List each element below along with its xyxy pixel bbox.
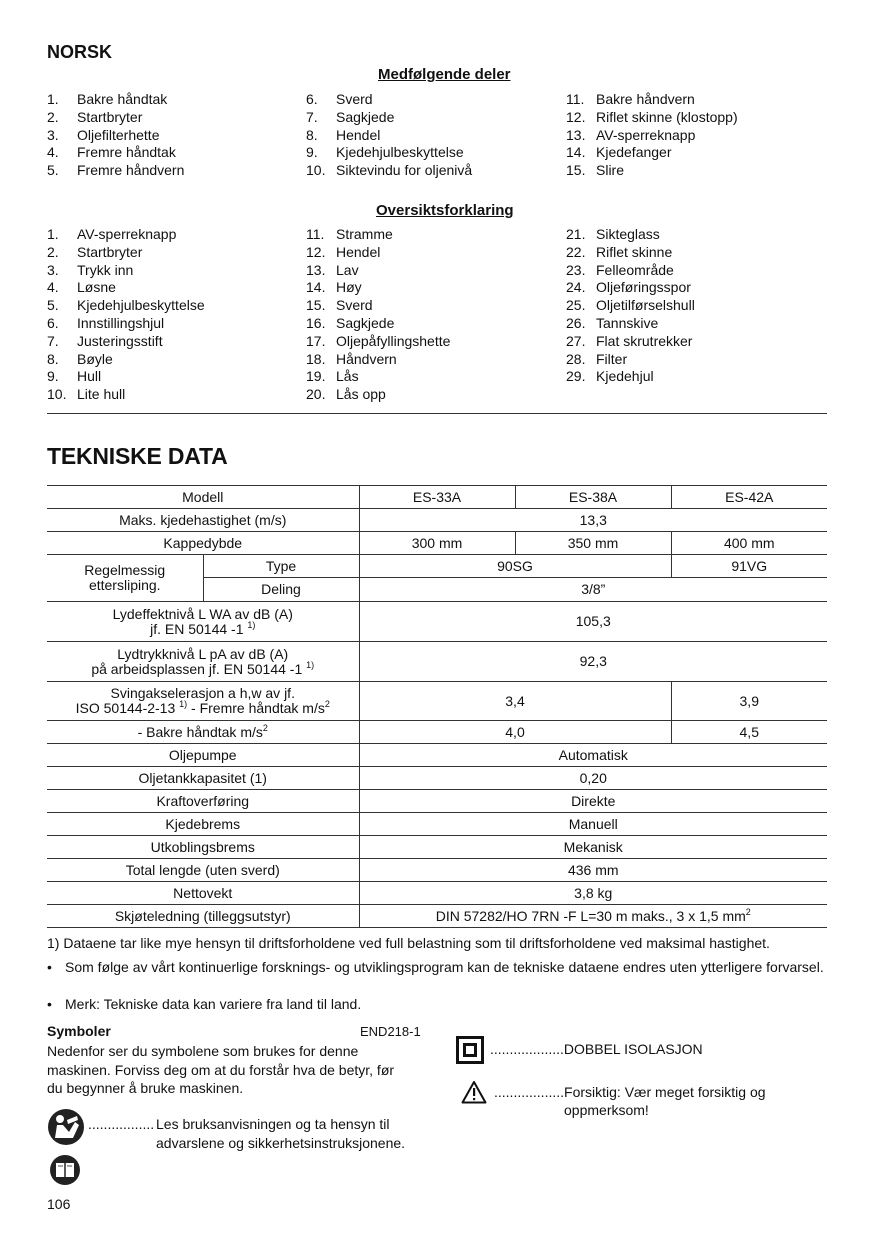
list-item-label: Oljeføringsspor <box>596 279 691 296</box>
list-item-label: Hull <box>77 368 102 385</box>
list-item-label: Felleområde <box>596 261 674 278</box>
list-item <box>566 244 695 262</box>
sound-pressure-value: 92,3 <box>359 642 827 682</box>
list-item-label: Hendel <box>336 243 381 260</box>
table-row <box>47 859 827 882</box>
vibration-label-standard: ISO 50144-2-13 <box>75 700 176 716</box>
list-item <box>47 244 205 262</box>
overview-column-1 <box>47 226 205 404</box>
list-item <box>306 351 450 369</box>
list-item-label: Slire <box>596 162 625 179</box>
list-item-number: 4. <box>47 279 59 296</box>
type-value-a: 90SG <box>359 555 671 578</box>
list-item-number: 8. <box>47 350 59 367</box>
table-row <box>47 813 827 836</box>
list-item-label: Lås opp <box>336 386 386 403</box>
list-item-label: Løsne <box>77 279 116 296</box>
list-item <box>566 91 738 109</box>
regrind-label-line2: ettersliping. <box>88 577 161 593</box>
spec-label: Kraftoverføring <box>47 790 359 813</box>
list-item <box>306 279 450 297</box>
bullet-mark: • <box>47 959 52 975</box>
cut-depth-42: 400 mm <box>671 532 827 555</box>
double-insulation-text: DOBBEL ISOLASJON <box>563 1041 703 1057</box>
list-item <box>47 162 184 180</box>
list-item-number: 15. <box>566 162 586 179</box>
model-es38a: ES-38A <box>515 486 671 509</box>
list-item-label: Kjedehjulbeskyttelse <box>336 144 464 161</box>
list-item-label: Sverd <box>336 91 373 107</box>
list-item-label: Lite hull <box>77 386 126 403</box>
list-item-label: Fremre håndtak <box>77 144 176 161</box>
list-item <box>566 315 695 333</box>
list-item-label: Oljefilterhette <box>77 126 160 143</box>
model-es33a: ES-33A <box>359 486 515 509</box>
list-item-label: Innstillingshjul <box>77 314 165 331</box>
table-row <box>47 532 827 555</box>
list-item <box>566 279 695 297</box>
list-item <box>47 262 205 280</box>
list-item-number: 7. <box>47 332 59 349</box>
list-item <box>47 351 205 369</box>
table-row <box>47 905 827 928</box>
pitch-value: 3/8” <box>359 578 827 602</box>
spec-label: Total lengde (uten sverd) <box>47 859 359 882</box>
sound-pressure-label <box>47 642 359 682</box>
list-item-label: Justeringsstift <box>77 332 163 349</box>
list-item-number: 7. <box>306 108 318 125</box>
symbols-title: Symboler <box>47 1023 111 1039</box>
vibration-front-b: 3,9 <box>671 682 827 721</box>
bullet-text: Merk: Tekniske data kan variere fra land til land. <box>65 996 362 1012</box>
spec-value: Mekanisk <box>359 836 827 859</box>
parts-column-3 <box>566 91 738 180</box>
list-item-number: 10. <box>47 386 67 403</box>
list-item <box>47 386 205 404</box>
list-item-number: 17. <box>306 332 326 349</box>
list-item-label: Siktevindu for oljenivå <box>336 162 473 179</box>
list-item <box>566 368 695 386</box>
list-item-label: Fremre håndvern <box>77 162 185 179</box>
list-item-label: Oljepåfyllingshette <box>336 332 451 349</box>
list-item <box>306 127 472 145</box>
cut-depth-38: 350 mm <box>515 532 671 555</box>
spec-value: 436 mm <box>359 859 827 882</box>
vibration-label-front: - Fremre håndtak m/s <box>187 700 325 716</box>
list-item <box>566 127 738 145</box>
list-item-number: 23. <box>566 261 586 278</box>
list-item-label: Kjedehjul <box>596 368 654 385</box>
list-item-number: 29. <box>566 368 586 385</box>
list-item <box>306 333 450 351</box>
list-item-number: 10. <box>306 162 326 179</box>
list-item-number: 6. <box>47 314 59 331</box>
list-item <box>47 368 205 386</box>
list-item-label: Filter <box>596 350 628 367</box>
read-manual-entry <box>88 1115 418 1152</box>
cut-depth-33: 300 mm <box>359 532 515 555</box>
vibration-label-line1: Svingakselerasjon a h,w av jf. <box>110 685 295 701</box>
list-item <box>47 127 184 145</box>
language-heading: NORSK <box>47 42 113 62</box>
list-item <box>47 144 184 162</box>
spec-value: Direkte <box>359 790 827 813</box>
bullet-item <box>47 959 837 976</box>
footnote-mark: 1) <box>247 619 256 630</box>
chain-speed-value: 13,3 <box>359 509 827 532</box>
list-item-label: Riflet skinne <box>596 243 673 260</box>
table-row <box>47 509 827 532</box>
parts-column-1 <box>47 91 184 180</box>
list-item-number: 9. <box>306 144 318 161</box>
type-label: Type <box>203 555 359 578</box>
sound-power-label <box>47 602 359 642</box>
regrind-label <box>47 555 203 602</box>
list-item-number: 1. <box>47 226 59 242</box>
list-item-label: Startbryter <box>77 108 143 125</box>
spec-value: 0,20 <box>359 767 827 790</box>
list-item-number: 26. <box>566 314 586 331</box>
list-item-label: AV-sperreknapp <box>77 226 177 242</box>
warning-icon <box>461 1080 487 1104</box>
read-manual-icon <box>47 1108 85 1146</box>
list-item-label: Bakre håndvern <box>596 91 695 107</box>
sound-power-label-line1: Lydeffektnivå L WA av dB (A) <box>112 605 293 622</box>
vibration-label <box>47 682 359 721</box>
caution-entry <box>494 1083 814 1119</box>
vibration-rear-label <box>47 721 359 744</box>
parts-title: Medfølgende deler <box>378 66 511 83</box>
list-item-number: 15. <box>306 297 326 314</box>
list-item-number: 1. <box>47 91 59 107</box>
list-item-number: 11. <box>566 91 585 107</box>
list-item <box>306 91 472 109</box>
table-row <box>47 682 827 721</box>
list-item-label: Startbryter <box>77 243 143 260</box>
list-item <box>47 279 205 297</box>
sound-power-value: 105,3 <box>359 602 827 642</box>
overview-column-2 <box>306 226 450 404</box>
symbols-code: END218-1 <box>360 1024 421 1039</box>
list-item <box>566 162 738 180</box>
list-item-number: 5. <box>47 297 59 314</box>
list-item-number: 3. <box>47 261 59 278</box>
bullet-item <box>47 996 837 1013</box>
list-item-label: Bøyle <box>77 350 113 367</box>
spec-value: 3,8 kg <box>359 882 827 905</box>
list-item <box>306 297 450 315</box>
list-item <box>306 315 450 333</box>
list-item-label: Høy <box>336 279 362 296</box>
list-item-label: Kjedehjulbeskyttelse <box>77 297 205 314</box>
overview-column-3 <box>566 226 695 386</box>
list-item-number: 28. <box>566 350 586 367</box>
book-icon <box>49 1154 81 1186</box>
vibration-rear-label-text: - Bakre håndtak m/s <box>137 723 263 740</box>
list-item-label: Bakre håndtak <box>77 91 168 107</box>
list-item-number: 13. <box>306 261 326 278</box>
table-row <box>47 767 827 790</box>
list-item-label: Sikteglass <box>596 226 660 242</box>
footnote-mark: 1) <box>306 659 315 670</box>
list-item-label: Lås <box>336 368 359 385</box>
table-row <box>47 602 827 642</box>
squared-mark: 2 <box>324 699 330 709</box>
list-item-label: Sagkjede <box>336 314 395 331</box>
list-item-number: 13. <box>566 126 586 143</box>
list-item-label: Hendel <box>336 126 381 143</box>
cable-value <box>359 905 827 928</box>
table-row <box>47 555 827 578</box>
list-item-number: 18. <box>306 350 326 367</box>
overview-title: Oversiktsforklaring <box>376 202 514 219</box>
spec-label: Oljepumpe <box>47 744 359 767</box>
parts-column-2 <box>306 91 472 180</box>
list-item-number: 14. <box>306 279 326 296</box>
list-item-label: Trykk inn <box>77 261 134 278</box>
squared-mark: 2 <box>745 906 751 917</box>
spec-label: Oljetankkapasitet (1) <box>47 767 359 790</box>
list-item <box>47 226 205 244</box>
list-item <box>306 368 450 386</box>
list-item-number: 16. <box>306 314 326 331</box>
table-row <box>47 744 827 767</box>
symbols-intro: Nedenfor ser du symbolene som brukes for denne maskinen. Forviss deg om at du forstår hva de betyr, før du begynner å bruke maskinen. <box>47 1043 395 1096</box>
list-item-number: 24. <box>566 279 586 296</box>
spec-label: Nettovekt <box>47 882 359 905</box>
list-item-label: Kjedefanger <box>596 144 672 161</box>
list-item-number: 21. <box>566 226 586 242</box>
cut-depth-label: Kappedybde <box>47 532 359 555</box>
list-item-label: Riflet skinne (klostopp) <box>596 108 738 125</box>
list-item-label: Sagkjede <box>336 108 395 125</box>
spec-value: Manuell <box>359 813 827 836</box>
list-item-number: 19. <box>306 368 326 385</box>
list-item-label: Håndvern <box>336 350 397 367</box>
page-number: 106 <box>47 1196 71 1212</box>
spec-table <box>47 485 827 928</box>
list-item <box>47 333 205 351</box>
list-item <box>306 109 472 127</box>
caution-text: Forsiktig: Vær meget forsiktig og oppmerksom! <box>564 1084 766 1118</box>
bullet-mark: • <box>47 996 52 1012</box>
spec-label: Utkoblingsbrems <box>47 836 359 859</box>
cable-label: Skjøteledning (tilleggsutstyr) <box>47 905 359 928</box>
leader-dots: .................. <box>494 1084 565 1100</box>
footnote-mark: 1) <box>179 699 188 709</box>
leader-dots: ................... <box>490 1041 564 1057</box>
list-item-label: Lav <box>336 261 359 278</box>
leader-dots: ................. <box>88 1116 155 1132</box>
spec-value: Automatisk <box>359 744 827 767</box>
sound-pressure-label-line1: Lydtrykknivå L pA av dB (A) <box>117 645 289 662</box>
list-item <box>306 262 450 280</box>
list-item <box>566 109 738 127</box>
model-es42a: ES-42A <box>671 486 827 509</box>
list-item-number: 27. <box>566 332 586 349</box>
list-item-number: 2. <box>47 243 59 260</box>
list-item-label: Flat skrutrekker <box>596 332 693 349</box>
sound-power-label-line2: jf. EN 50144 -1 <box>150 620 244 637</box>
list-item <box>566 262 695 280</box>
table-row <box>47 836 827 859</box>
vibration-front-a: 3,4 <box>359 682 671 721</box>
table-row <box>47 882 827 905</box>
list-item-label: Oljetilførselshull <box>596 297 695 314</box>
list-item-number: 22. <box>566 243 586 260</box>
list-item <box>47 297 205 315</box>
spec-label: Kjedebrems <box>47 813 359 836</box>
list-item <box>306 244 450 262</box>
list-item-number: 9. <box>47 368 59 385</box>
list-item <box>47 91 184 109</box>
tech-data-heading: TEKNISKE DATA <box>47 443 228 469</box>
list-item <box>47 109 184 127</box>
list-item-number: 2. <box>47 108 59 125</box>
list-item <box>306 386 450 404</box>
list-item-number: 4. <box>47 144 59 161</box>
list-item-number: 3. <box>47 126 59 143</box>
list-item-number: 20. <box>306 386 326 403</box>
table-row <box>47 642 827 682</box>
list-item-number: 12. <box>566 108 586 125</box>
read-manual-text: Les bruksanvisningen og ta hensyn til advarslene og sikkerhetsinstruksjonene. <box>156 1116 406 1151</box>
table-row <box>47 790 827 813</box>
list-item-number: 12. <box>306 243 326 260</box>
list-item <box>306 226 450 244</box>
list-item <box>566 333 695 351</box>
list-item-number: 6. <box>306 91 318 107</box>
list-item <box>566 226 695 244</box>
list-item-label: AV-sperreknapp <box>596 126 696 143</box>
list-item-number: 8. <box>306 126 318 143</box>
list-item <box>306 162 472 180</box>
type-value-b: 91VG <box>671 555 827 578</box>
squared-mark: 2 <box>262 722 268 733</box>
vibration-rear-b: 4,5 <box>671 721 827 744</box>
list-item-label: Tannskive <box>596 314 659 331</box>
list-item <box>47 315 205 333</box>
list-item-number: 25. <box>566 297 586 314</box>
footnote-text: 1) Dataene tar like mye hensyn til driftsforholdene ved full belastning som til driftsforholdene ved maksimal hastighet. <box>47 935 770 951</box>
double-insulation-entry <box>490 1041 703 1057</box>
list-item <box>566 351 695 369</box>
table-row <box>47 486 827 509</box>
list-item-number: 14. <box>566 144 586 161</box>
pitch-label: Deling <box>203 578 359 602</box>
cable-value-text: DIN 57282/HO 7RN -F L=30 m maks., 3 x 1,5 mm <box>435 907 746 924</box>
section-divider <box>47 413 827 414</box>
model-label: Modell <box>47 486 359 509</box>
list-item-number: 5. <box>47 162 59 179</box>
list-item <box>306 144 472 162</box>
list-item-number: 11. <box>306 226 325 242</box>
sound-pressure-label-line2: på arbeidsplassen jf. EN 50144 -1 <box>91 660 303 677</box>
list-item-label: Stramme <box>336 226 393 242</box>
chain-speed-label: Maks. kjedehastighet (m/s) <box>47 509 359 532</box>
table-row <box>47 721 827 744</box>
double-insulation-icon <box>456 1036 484 1064</box>
list-item <box>566 297 695 315</box>
list-item <box>566 144 738 162</box>
regrind-label-line1: Regelmessig <box>84 562 166 578</box>
list-item-label: Sverd <box>336 297 373 314</box>
bullet-text: Som følge av vårt kontinuerlige forsknings- og utviklingsprogram kan de tekniske dataene endres uten ytterligere forvarsel. <box>65 959 824 975</box>
vibration-rear-a: 4,0 <box>359 721 671 744</box>
